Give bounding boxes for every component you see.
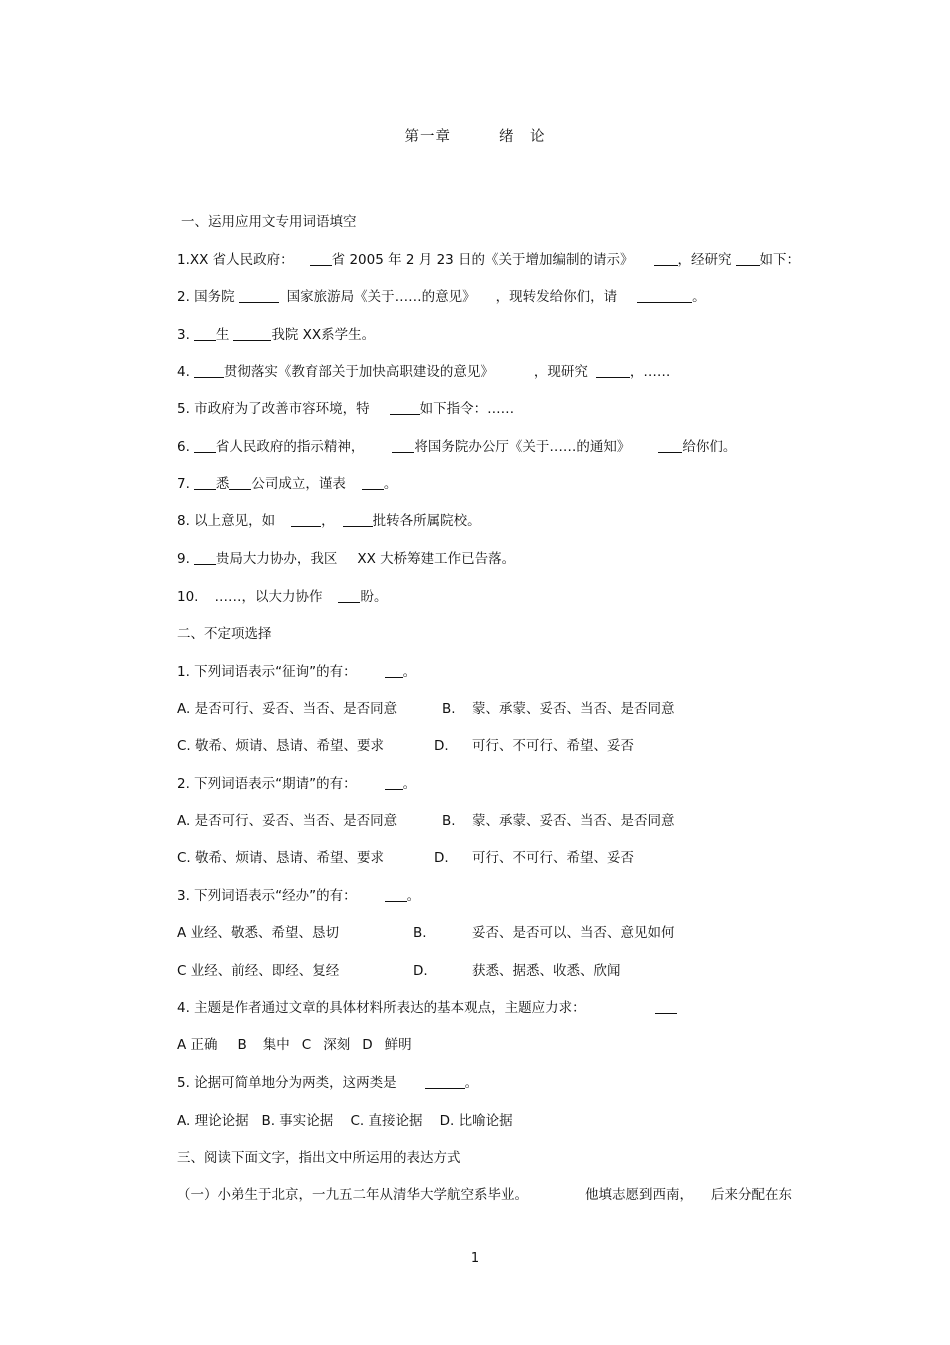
answer-blank[interactable] (338, 588, 360, 603)
answer-blank[interactable] (194, 438, 216, 453)
choice-1-option-b: 蒙、承蒙、妥否、当否、是否同意 (472, 701, 675, 717)
choice-3-option-a: A 业经、敬悉、希望、恳切 (177, 925, 340, 941)
chapter-name: 绪 论 (499, 129, 546, 145)
answer-blank[interactable] (343, 512, 373, 527)
answer-blank[interactable] (194, 475, 216, 490)
answer-blank[interactable] (425, 1074, 465, 1089)
fill-question-7: 7. 悉 公司成立，谨表 。 (177, 476, 398, 492)
choice-4-options: A 正确 B 集中 C 深刻 D 鲜明 (177, 1037, 412, 1053)
choice-question-4: 4. 主题是作者通过文章的具体材料所表达的基本观点，主题应力求： (177, 1000, 586, 1016)
answer-blank[interactable] (385, 663, 403, 678)
reading-passage-1-part-b: 他填志愿到西南， (585, 1187, 693, 1203)
choice-2-option-b-key: B. (442, 813, 456, 829)
fill-question-10: 10. ……，以大力协作 盼。 (177, 589, 388, 605)
choice-1-option-c: C. 敬希、烦请、恳请、希望、要求 (177, 738, 385, 754)
reading-passage-1-part-c: 后来分配在东 (711, 1187, 792, 1203)
choice-2-option-d: 可行、不可行、希望、妥否 (472, 850, 634, 866)
choice-1-option-a: A. 是否可行、妥否、当否、是否同意 (177, 701, 398, 717)
answer-blank[interactable] (392, 438, 414, 453)
fill-question-1: 1.XX 省人民政府： 省 2005 年 2 月 23 日的《关于增加编制的请示》 ，经研究 如下： (177, 252, 801, 268)
answer-blank[interactable] (362, 475, 384, 490)
choice-2-option-a: A. 是否可行、妥否、当否、是否同意 (177, 813, 398, 829)
section-2-heading: 二、不定项选择 (177, 626, 272, 642)
choice-2-option-d-key: D. (434, 850, 449, 866)
answer-blank[interactable] (229, 475, 251, 490)
choice-question-3: 3. 下列词语表示“经办”的有： 。 (177, 888, 421, 904)
fill-question-9: 9. 贵局大力协办，我区 XX 大桥筹建工作已告落。 (177, 551, 516, 567)
answer-blank[interactable] (233, 326, 271, 341)
choice-2-option-b: 蒙、承蒙、妥否、当否、是否同意 (472, 813, 675, 829)
answer-blank[interactable] (596, 363, 630, 378)
section-1-heading: 一、运用应用文专用词语填空 (181, 214, 357, 230)
fill-question-4: 4. 贯彻落实《教育部关于加快高职建设的意见》 ，现研究 ，…… (177, 364, 671, 380)
answer-blank[interactable] (736, 251, 760, 266)
answer-blank[interactable] (654, 251, 678, 266)
choice-3-option-c: C 业经、前经、即经、复经 (177, 963, 340, 979)
answer-blank[interactable] (658, 438, 682, 453)
choice-3-option-b: 妥否、是否可以、当否、意见如何 (472, 925, 675, 941)
answer-blank[interactable] (291, 512, 321, 527)
choice-3-option-d-key: D. (413, 963, 428, 979)
fill-question-8: 8. 以上意见，如 ， 批转各所属院校。 (177, 513, 481, 529)
choice-question-2: 2. 下列词语表示“期请”的有： 。 (177, 776, 417, 792)
fill-question-2: 2. 国务院 国家旅游局《关于……的意见》 ，现转发给你们，请 。 (177, 289, 706, 305)
choice-5-options: A. 理论论据 B. 事实论据 C. 直接论据 D. 比喻论据 (177, 1113, 513, 1129)
answer-blank[interactable] (194, 363, 224, 378)
choice-question-1: 1. 下列词语表示“征询”的有： 。 (177, 664, 417, 680)
choice-1-option-b-key: B. (442, 701, 456, 717)
choice-1-option-d-key: D. (434, 738, 449, 754)
choice-2-option-c: C. 敬希、烦请、恳请、希望、要求 (177, 850, 385, 866)
choice-3-option-d: 获悉、据悉、收悉、欣闻 (472, 963, 621, 979)
choice-3-option-b-key: B. (413, 925, 427, 941)
page-number: 1 (470, 1251, 480, 1266)
answer-blank[interactable] (385, 775, 403, 790)
answer-blank[interactable] (385, 887, 407, 902)
choice-1-option-d: 可行、不可行、希望、妥否 (472, 738, 634, 754)
answer-blank[interactable] (194, 326, 216, 341)
answer-blank[interactable] (637, 288, 692, 303)
fill-question-6: 6. 省人民政府的指示精神， 将国务院办公厅《关于……的通知》 给你们。 (177, 439, 737, 455)
page-title (0, 125, 950, 146)
answer-blank[interactable] (390, 400, 420, 415)
answer-blank[interactable] (239, 288, 279, 303)
choice-4-answer-blank[interactable] (655, 999, 677, 1017)
section-3-heading: 三、阅读下面文字，指出文中所运用的表达方式 (177, 1150, 461, 1166)
choice-question-5: 5. 论据可简单地分为两类，这两类是 。 (177, 1075, 479, 1091)
answer-blank[interactable] (310, 251, 332, 266)
fill-question-3: 3. 生 我院 XX系学生。 (177, 327, 376, 343)
reading-passage-1-part-a: （一）小弟生于北京，一九五二年从清华大学航空系毕业。 (177, 1187, 528, 1203)
answer-blank[interactable] (194, 550, 216, 565)
chapter-number: 第一章 (404, 129, 451, 145)
fill-question-5: 5. 市政府为了改善市容环境，特 如下指令：…… (177, 401, 515, 417)
